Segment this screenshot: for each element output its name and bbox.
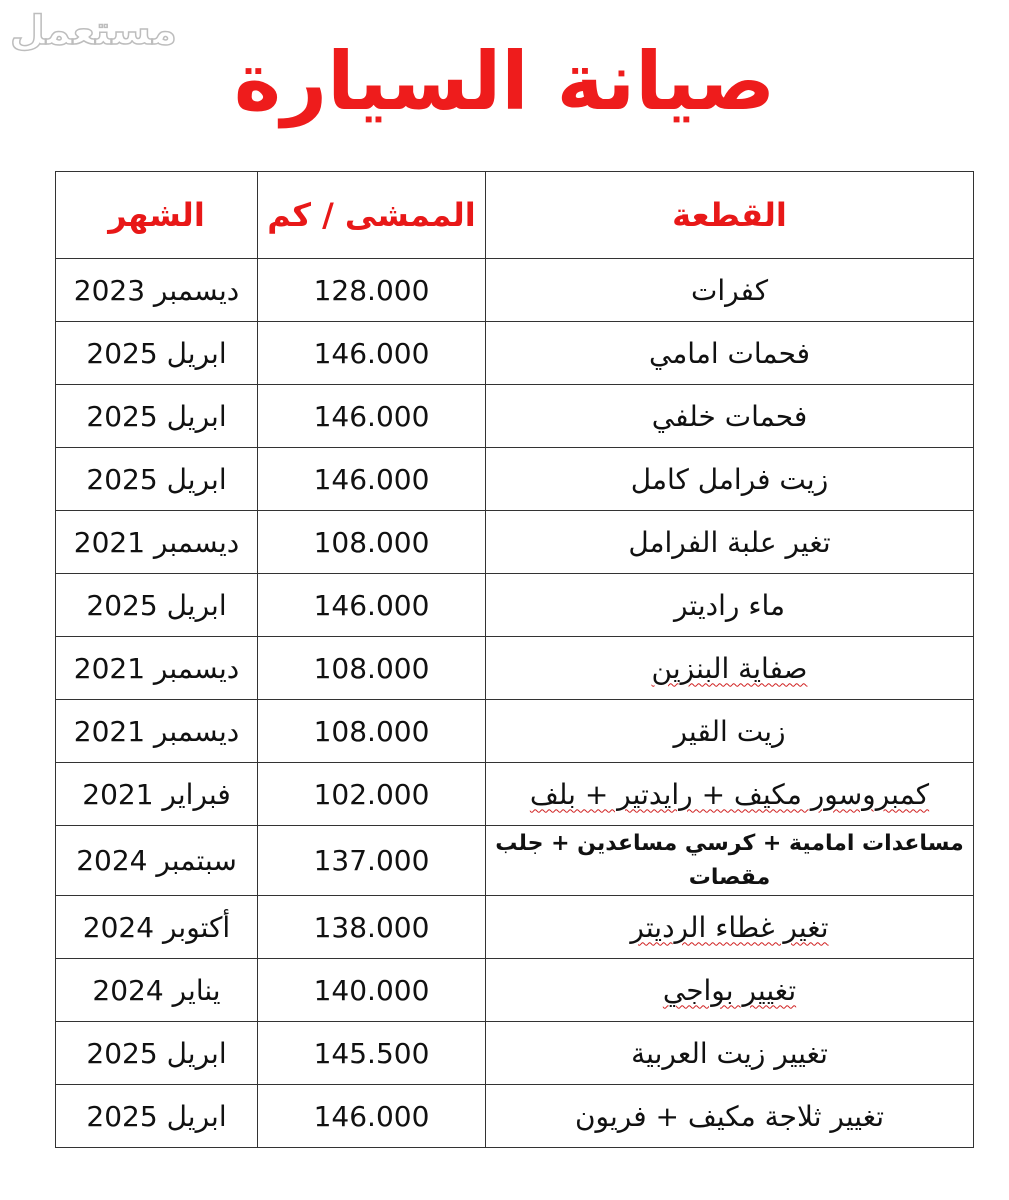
- cell-date: يناير 2024: [56, 959, 258, 1022]
- cell-part: [486, 896, 974, 959]
- cell-part: [486, 637, 974, 700]
- cell-part: زيت فرامل كامل: [486, 448, 974, 511]
- cell-date: ديسمبر 2021: [56, 511, 258, 574]
- cell-date: ابريل 2025: [56, 448, 258, 511]
- cell-part: [486, 763, 974, 826]
- cell-date: سبتمبر 2024: [56, 826, 258, 896]
- table-row: [56, 896, 974, 959]
- cell-date: ديسمبر 2021: [56, 700, 258, 763]
- cell-mileage: 146.000: [258, 448, 486, 511]
- header-month: الشهر: [56, 172, 258, 259]
- cell-part: فحمات امامي: [486, 322, 974, 385]
- cell-part: كفرات: [486, 259, 974, 322]
- cell-date: ابريل 2025: [56, 574, 258, 637]
- cell-date: ابريل 2025: [56, 385, 258, 448]
- page-title: صيانة السيارة: [233, 35, 776, 128]
- cell-part: [486, 959, 974, 1022]
- maintenance-table: [55, 171, 974, 1148]
- cell-part-text: كمبروسور مكيف + رايدتير + بلف: [529, 777, 930, 811]
- header-mileage: الممشى / كم: [258, 172, 486, 259]
- table-row: [56, 637, 974, 700]
- cell-date: ابريل 2025: [56, 1085, 258, 1148]
- table-row: [56, 259, 974, 322]
- cell-mileage: 140.000: [258, 959, 486, 1022]
- cell-mileage: 108.000: [258, 511, 486, 574]
- cell-part: ماء راديتر: [486, 574, 974, 637]
- table-row: [56, 826, 974, 896]
- cell-mileage: 146.000: [258, 385, 486, 448]
- cell-part: تغيير زيت العربية: [486, 1022, 974, 1085]
- cell-part: فحمات خلفي: [486, 385, 974, 448]
- cell-part-text: صفاية البنزين: [651, 651, 808, 685]
- cell-part: زيت القير: [486, 700, 974, 763]
- cell-mileage: 108.000: [258, 637, 486, 700]
- cell-part: تغيير ثلاجة مكيف + فريون: [486, 1085, 974, 1148]
- cell-date: ديسمبر 2023: [56, 259, 258, 322]
- cell-part: تغير علبة الفرامل: [486, 511, 974, 574]
- header-part: القطعة: [486, 172, 974, 259]
- cell-mileage: 102.000: [258, 763, 486, 826]
- cell-mileage: 146.000: [258, 322, 486, 385]
- table-header-row: [56, 172, 974, 259]
- cell-date: ديسمبر 2021: [56, 637, 258, 700]
- table-row: [56, 1022, 974, 1085]
- table-row: [56, 959, 974, 1022]
- cell-date: ابريل 2025: [56, 322, 258, 385]
- cell-mileage: 108.000: [258, 700, 486, 763]
- cell-mileage: 128.000: [258, 259, 486, 322]
- table-row: [56, 511, 974, 574]
- cell-date: ابريل 2025: [56, 1022, 258, 1085]
- cell-mileage: 138.000: [258, 896, 486, 959]
- table-row: [56, 1085, 974, 1148]
- table-row: [56, 763, 974, 826]
- cell-mileage: 146.000: [258, 1085, 486, 1148]
- watermark-logo: مستعمل: [10, 8, 177, 54]
- cell-mileage: 146.000: [258, 574, 486, 637]
- table-row: [56, 385, 974, 448]
- table-row: [56, 700, 974, 763]
- cell-date: أكتوبر 2024: [56, 896, 258, 959]
- cell-part-text: تغيير بواجي: [662, 973, 797, 1007]
- table-row: [56, 322, 974, 385]
- cell-mileage: 137.000: [258, 826, 486, 896]
- cell-mileage: 145.500: [258, 1022, 486, 1085]
- cell-date: فبراير 2021: [56, 763, 258, 826]
- table-row: [56, 574, 974, 637]
- table-row: [56, 448, 974, 511]
- cell-part: مساعدات امامية + كرسي مساعدين + جلب مقصات: [486, 826, 974, 896]
- cell-part-text: تغير غطاء الرديتر: [630, 910, 829, 944]
